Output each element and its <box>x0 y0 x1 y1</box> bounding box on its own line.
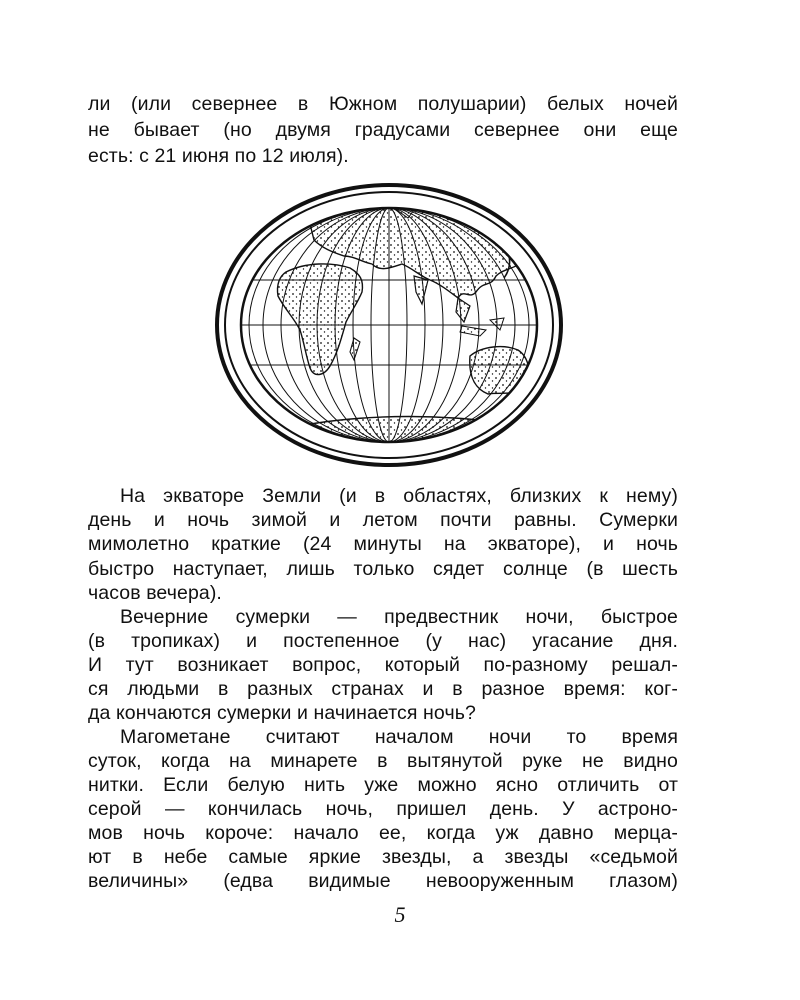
text-line: серой — кончилась ночь, пришел день. У астроно- <box>88 798 678 820</box>
text-line: ли (или севернее в Южном полушарии) белых ночей <box>88 93 678 115</box>
text-line: да кончаются сумерки и начинается ночь? <box>88 702 476 724</box>
text-line: суток, когда на минарете в вытянутой руке не видно <box>88 750 678 772</box>
text-line: величины» (едва видимые невооруженным глазом) <box>88 870 678 892</box>
text-line: ют в небе самые яркие звезды, а звезды «седьмой <box>88 846 678 868</box>
text-line: ся людьми в разных странах и в разное время: ког- <box>88 678 678 700</box>
text-line: И тут возникает вопрос, который по-разному решал- <box>88 654 678 676</box>
text-line: мимолетно краткие (24 минуты на экваторе), и ночь <box>88 533 678 555</box>
text-line: Магометане считают началом ночи то время <box>120 726 678 748</box>
text-line: (в тропиках) и постепенное (у нас) угасание дня. <box>88 630 678 652</box>
text-line: мов ночь короче: начало ее, когда уж давно мерца- <box>88 822 678 844</box>
text-line: день и ночь зимой и летом почти равны. Сумерки <box>88 509 678 531</box>
text-line: не бывает (но двумя градусами севернее они еще <box>88 119 678 141</box>
text-line: есть: с 21 июня по 12 июля). <box>88 145 349 167</box>
text-line: часов вечера). <box>88 582 222 604</box>
text-line: Вечерние сумерки — предвестник ночи, быстрое <box>120 606 678 628</box>
page-number: 5 <box>394 902 406 927</box>
globe-illustration <box>214 180 564 470</box>
text-line: нитки. Если белую нить уже можно ясно отличить от <box>88 774 678 796</box>
text-line: На экваторе Земли (и в областях, близких к нему) <box>120 485 678 507</box>
text-line: быстро наступает, лишь только сядет солнце (в шесть <box>88 558 678 580</box>
